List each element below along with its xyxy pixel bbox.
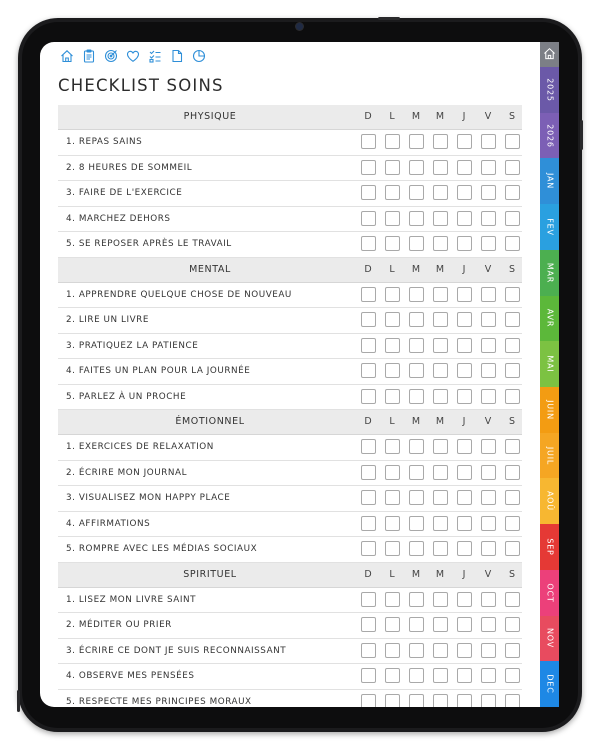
day-checkbox[interactable] bbox=[385, 134, 400, 149]
day-checkbox[interactable] bbox=[457, 185, 472, 200]
day-label: L bbox=[389, 568, 395, 580]
day-checkbox[interactable] bbox=[409, 694, 424, 708]
day-checkbox[interactable] bbox=[481, 134, 496, 149]
side-tab-label: MAR bbox=[545, 262, 554, 283]
day-label: D bbox=[364, 263, 372, 275]
side-tab-label: AVR bbox=[545, 309, 554, 328]
day-checkbox[interactable] bbox=[505, 287, 520, 302]
side-tab[interactable] bbox=[540, 478, 559, 524]
item-label: 2. 8 HEURES DE SOMMEIL bbox=[66, 162, 193, 173]
day-checkbox[interactable] bbox=[457, 541, 472, 556]
day-checkbox[interactable] bbox=[433, 389, 448, 404]
day-checkbox[interactable] bbox=[457, 236, 472, 251]
day-checkbox[interactable] bbox=[505, 160, 520, 175]
day-checkbox[interactable] bbox=[457, 312, 472, 327]
day-checkbox[interactable] bbox=[385, 185, 400, 200]
day-checkbox[interactable] bbox=[385, 617, 400, 632]
day-checkbox[interactable] bbox=[457, 516, 472, 531]
list-item bbox=[58, 232, 522, 258]
day-checkbox[interactable] bbox=[505, 490, 520, 505]
list-item bbox=[58, 283, 522, 309]
day-checkbox[interactable] bbox=[409, 211, 424, 226]
day-checkbox[interactable] bbox=[481, 439, 496, 454]
list-item bbox=[58, 385, 522, 411]
day-checkbox[interactable] bbox=[361, 465, 376, 480]
day-label: M bbox=[435, 111, 445, 122]
side-tab-label: AOÛ bbox=[545, 491, 554, 512]
day-checkbox[interactable] bbox=[361, 389, 376, 404]
day-checkbox[interactable] bbox=[505, 338, 520, 353]
day-checkbox[interactable] bbox=[385, 694, 400, 708]
clipboard-icon[interactable] bbox=[82, 49, 96, 63]
list-item bbox=[58, 613, 522, 639]
document-icon[interactable] bbox=[170, 49, 184, 63]
side-tab[interactable] bbox=[540, 433, 559, 479]
side-tab[interactable] bbox=[540, 296, 559, 342]
day-checkbox[interactable] bbox=[409, 490, 424, 505]
day-checkbox[interactable] bbox=[433, 185, 448, 200]
day-checkbox[interactable] bbox=[433, 211, 448, 226]
side-tab-label: OCT bbox=[545, 583, 554, 603]
day-checkbox[interactable] bbox=[481, 185, 496, 200]
item-label: 4. FAITES UN PLAN POUR LA JOURNÉE bbox=[66, 366, 251, 376]
volume-button bbox=[378, 17, 400, 20]
day-checkbox[interactable] bbox=[409, 516, 424, 531]
section-title: MENTAL bbox=[189, 263, 231, 275]
day-checkbox[interactable] bbox=[457, 643, 472, 658]
side-tab-label: SEP bbox=[545, 538, 554, 556]
day-checkbox[interactable] bbox=[505, 668, 520, 683]
list-item bbox=[58, 512, 522, 538]
day-checkbox[interactable] bbox=[433, 643, 448, 658]
day-label: V bbox=[484, 568, 492, 580]
day-checkbox[interactable] bbox=[481, 694, 496, 708]
day-checkbox[interactable] bbox=[505, 592, 520, 607]
list-item bbox=[58, 639, 522, 665]
day-label: S bbox=[508, 568, 516, 580]
day-label: M bbox=[411, 263, 421, 275]
day-checkbox[interactable] bbox=[409, 338, 424, 353]
day-checkbox[interactable] bbox=[505, 465, 520, 480]
day-checkbox[interactable] bbox=[361, 617, 376, 632]
day-label: J bbox=[462, 111, 466, 122]
day-checkbox[interactable] bbox=[481, 338, 496, 353]
side-tab-label: DEC bbox=[545, 674, 554, 694]
item-label: 1. REPAS SAINS bbox=[66, 137, 143, 147]
day-label: D bbox=[364, 568, 372, 580]
day-checkbox[interactable] bbox=[505, 389, 520, 404]
day-checkbox[interactable] bbox=[409, 160, 424, 175]
day-checkbox[interactable] bbox=[481, 465, 496, 480]
day-checkbox[interactable] bbox=[409, 185, 424, 200]
day-label: M bbox=[411, 568, 421, 580]
section-header bbox=[58, 563, 522, 588]
day-checkbox[interactable] bbox=[457, 389, 472, 404]
day-checkbox[interactable] bbox=[361, 134, 376, 149]
side-tab-label: NOV bbox=[545, 628, 554, 649]
day-checkbox[interactable] bbox=[433, 541, 448, 556]
day-checkbox[interactable] bbox=[433, 439, 448, 454]
day-label: L bbox=[389, 416, 395, 427]
day-checkbox[interactable] bbox=[409, 541, 424, 556]
day-checkbox[interactable] bbox=[361, 592, 376, 607]
list-item bbox=[58, 181, 522, 207]
day-label: M bbox=[435, 416, 445, 427]
day-checkbox[interactable] bbox=[457, 668, 472, 683]
day-checkbox[interactable] bbox=[409, 668, 424, 683]
day-checkbox[interactable] bbox=[385, 516, 400, 531]
list-item bbox=[58, 461, 522, 487]
day-checkbox[interactable] bbox=[457, 490, 472, 505]
side-tab-label: JUIN bbox=[545, 399, 554, 420]
day-label: M bbox=[435, 263, 445, 275]
section-title: PHYSIQUE bbox=[183, 111, 237, 122]
day-checkbox[interactable] bbox=[385, 668, 400, 683]
side-tab[interactable] bbox=[540, 661, 559, 707]
item-label: 4. AFFIRMATIONS bbox=[66, 518, 151, 529]
day-label: L bbox=[389, 263, 395, 275]
heart-icon[interactable] bbox=[126, 49, 140, 63]
day-checkbox[interactable] bbox=[481, 287, 496, 302]
side-tab-label: JUIL bbox=[545, 446, 554, 465]
list-item bbox=[58, 690, 522, 708]
day-checkbox[interactable] bbox=[457, 465, 472, 480]
day-checkbox[interactable] bbox=[385, 287, 400, 302]
day-checkbox[interactable] bbox=[409, 389, 424, 404]
day-checkbox[interactable] bbox=[385, 643, 400, 658]
item-label: 3. FAIRE DE L'EXERCICE bbox=[66, 188, 183, 198]
day-checkbox[interactable] bbox=[505, 312, 520, 327]
day-checkbox[interactable] bbox=[481, 312, 496, 327]
section-header bbox=[58, 410, 522, 435]
day-checkbox[interactable] bbox=[409, 134, 424, 149]
day-checkbox[interactable] bbox=[361, 643, 376, 658]
power-button bbox=[580, 120, 583, 150]
day-checkbox[interactable] bbox=[385, 312, 400, 327]
side-tab-label: FEV bbox=[545, 218, 554, 236]
item-label: 5. RESPECTE MES PRINCIPES MORAUX bbox=[66, 696, 252, 707]
side-tab[interactable] bbox=[540, 341, 559, 387]
side-tab-label: MAI bbox=[545, 355, 554, 373]
day-checkbox[interactable] bbox=[481, 592, 496, 607]
day-checkbox[interactable] bbox=[385, 211, 400, 226]
day-label: J bbox=[462, 568, 466, 580]
day-checkbox[interactable] bbox=[385, 490, 400, 505]
day-checkbox[interactable] bbox=[385, 389, 400, 404]
list-item bbox=[58, 334, 522, 360]
day-checkbox[interactable] bbox=[505, 617, 520, 632]
day-checkbox[interactable] bbox=[457, 694, 472, 708]
day-checkbox[interactable] bbox=[361, 312, 376, 327]
item-label: 1. LISEZ MON LIVRE SAINT bbox=[66, 594, 197, 605]
side-tab[interactable] bbox=[540, 387, 559, 433]
day-label: D bbox=[364, 111, 372, 122]
item-label: 5. ROMPRE AVEC LES MÉDIAS SOCIAUX bbox=[66, 544, 258, 554]
side-tab[interactable] bbox=[540, 524, 559, 570]
day-checkbox[interactable] bbox=[385, 160, 400, 175]
day-checkbox[interactable] bbox=[433, 592, 448, 607]
day-checkbox[interactable] bbox=[385, 363, 400, 378]
side-tab-label: 2025 bbox=[545, 78, 554, 102]
day-checkbox[interactable] bbox=[385, 592, 400, 607]
day-label: J bbox=[462, 416, 466, 427]
day-checkbox[interactable] bbox=[433, 694, 448, 708]
day-checkbox[interactable] bbox=[433, 516, 448, 531]
section-title: ÉMOTIONNEL bbox=[175, 416, 245, 427]
day-checkbox[interactable] bbox=[481, 668, 496, 683]
item-label: 2. LIRE UN LIVRE bbox=[66, 315, 149, 325]
day-checkbox[interactable] bbox=[481, 617, 496, 632]
day-checkbox[interactable] bbox=[457, 160, 472, 175]
toolbar bbox=[60, 46, 206, 66]
day-checkbox[interactable] bbox=[409, 465, 424, 480]
section-header bbox=[58, 105, 522, 130]
day-checkbox[interactable] bbox=[457, 134, 472, 149]
side-tab[interactable] bbox=[540, 250, 559, 296]
list-item bbox=[58, 435, 522, 461]
day-checkbox[interactable] bbox=[505, 134, 520, 149]
day-checkbox[interactable] bbox=[361, 439, 376, 454]
day-checkbox[interactable] bbox=[433, 312, 448, 327]
day-checkbox[interactable] bbox=[361, 541, 376, 556]
day-checkbox[interactable] bbox=[505, 211, 520, 226]
day-checkbox[interactable] bbox=[385, 439, 400, 454]
day-checkbox[interactable] bbox=[409, 236, 424, 251]
day-checkbox[interactable] bbox=[361, 516, 376, 531]
day-checkbox[interactable] bbox=[409, 617, 424, 632]
day-checkbox[interactable] bbox=[457, 211, 472, 226]
day-checkbox[interactable] bbox=[457, 439, 472, 454]
item-label: 4. MARCHEZ DEHORS bbox=[66, 213, 171, 224]
list-item bbox=[58, 207, 522, 233]
checklist bbox=[58, 105, 522, 707]
day-checkbox[interactable] bbox=[505, 363, 520, 378]
side-tab[interactable] bbox=[540, 113, 559, 159]
day-checkbox[interactable] bbox=[481, 236, 496, 251]
day-checkbox[interactable] bbox=[361, 287, 376, 302]
day-checkbox[interactable] bbox=[433, 668, 448, 683]
side-tab[interactable] bbox=[540, 158, 559, 204]
day-checkbox[interactable] bbox=[505, 643, 520, 658]
item-label: 2. MÉDITER OU PRIER bbox=[66, 620, 172, 630]
list-item bbox=[58, 664, 522, 690]
day-label: S bbox=[508, 263, 516, 275]
day-checkbox[interactable] bbox=[481, 643, 496, 658]
day-checkbox[interactable] bbox=[505, 694, 520, 708]
item-label: 1. APPRENDRE QUELQUE CHOSE DE NOUVEAU bbox=[66, 289, 292, 300]
list-item bbox=[58, 588, 522, 614]
day-label: D bbox=[364, 416, 372, 427]
side-button bbox=[17, 690, 20, 712]
day-checkbox[interactable] bbox=[457, 617, 472, 632]
day-checkbox[interactable] bbox=[457, 338, 472, 353]
day-checkbox[interactable] bbox=[433, 617, 448, 632]
section-header bbox=[58, 258, 522, 283]
list-item bbox=[58, 308, 522, 334]
day-checkbox[interactable] bbox=[433, 160, 448, 175]
day-label: S bbox=[508, 416, 516, 427]
list-item bbox=[58, 156, 522, 182]
day-checkbox[interactable] bbox=[481, 490, 496, 505]
target-icon[interactable] bbox=[104, 49, 118, 63]
item-label: 5. PARLEZ À UN PROCHE bbox=[66, 391, 187, 402]
day-checkbox[interactable] bbox=[409, 439, 424, 454]
side-tab-label: JAN bbox=[545, 173, 554, 190]
day-label: V bbox=[484, 111, 492, 122]
day-label: S bbox=[508, 111, 516, 122]
day-checkbox[interactable] bbox=[505, 516, 520, 531]
day-checkbox[interactable] bbox=[361, 338, 376, 353]
list-item bbox=[58, 486, 522, 512]
side-tab[interactable] bbox=[540, 570, 559, 616]
day-label: M bbox=[411, 111, 421, 122]
day-checkbox[interactable] bbox=[433, 134, 448, 149]
day-label: V bbox=[484, 263, 492, 275]
item-label: 5. SE REPOSER APRÈS LE TRAVAIL bbox=[66, 239, 232, 249]
day-checkbox[interactable] bbox=[361, 236, 376, 251]
day-checkbox[interactable] bbox=[385, 465, 400, 480]
side-tab[interactable] bbox=[540, 616, 559, 662]
day-checkbox[interactable] bbox=[409, 287, 424, 302]
day-label: M bbox=[411, 416, 421, 427]
item-label: 4. OBSERVE MES PENSÉES bbox=[66, 671, 195, 681]
checklist-icon[interactable] bbox=[148, 49, 162, 63]
day-checkbox[interactable] bbox=[409, 643, 424, 658]
day-checkbox[interactable] bbox=[409, 312, 424, 327]
home-icon bbox=[543, 47, 556, 60]
day-label: V bbox=[484, 416, 492, 427]
pie-icon[interactable] bbox=[192, 49, 206, 63]
day-checkbox[interactable] bbox=[409, 592, 424, 607]
day-checkbox[interactable] bbox=[361, 363, 376, 378]
day-checkbox[interactable] bbox=[385, 236, 400, 251]
list-item bbox=[58, 537, 522, 563]
day-checkbox[interactable] bbox=[505, 439, 520, 454]
day-checkbox[interactable] bbox=[481, 211, 496, 226]
side-tabs bbox=[540, 42, 559, 707]
side-tab[interactable] bbox=[540, 67, 559, 113]
side-tab[interactable] bbox=[540, 204, 559, 250]
day-checkbox[interactable] bbox=[433, 363, 448, 378]
day-checkbox[interactable] bbox=[481, 516, 496, 531]
day-checkbox[interactable] bbox=[361, 211, 376, 226]
item-label: 3. ÉCRIRE CE DONT JE SUIS RECONNAISSANT bbox=[66, 645, 287, 656]
day-checkbox[interactable] bbox=[361, 668, 376, 683]
day-checkbox[interactable] bbox=[385, 338, 400, 353]
list-item bbox=[58, 359, 522, 385]
day-checkbox[interactable] bbox=[505, 185, 520, 200]
item-label: 3. PRATIQUEZ LA PATIENCE bbox=[66, 340, 199, 351]
day-checkbox[interactable] bbox=[457, 592, 472, 607]
day-checkbox[interactable] bbox=[505, 541, 520, 556]
day-label: J bbox=[462, 263, 466, 275]
day-checkbox[interactable] bbox=[481, 160, 496, 175]
day-checkbox[interactable] bbox=[457, 363, 472, 378]
day-checkbox[interactable] bbox=[409, 363, 424, 378]
day-checkbox[interactable] bbox=[361, 694, 376, 708]
day-checkbox[interactable] bbox=[481, 389, 496, 404]
day-checkbox[interactable] bbox=[481, 541, 496, 556]
day-checkbox[interactable] bbox=[433, 236, 448, 251]
day-checkbox[interactable] bbox=[433, 338, 448, 353]
day-label: M bbox=[435, 568, 445, 580]
day-checkbox[interactable] bbox=[433, 490, 448, 505]
camera-icon bbox=[296, 23, 303, 30]
day-checkbox[interactable] bbox=[457, 287, 472, 302]
side-tab-home[interactable] bbox=[540, 42, 559, 67]
section-title: SPIRITUEL bbox=[183, 568, 237, 580]
day-checkbox[interactable] bbox=[385, 541, 400, 556]
day-checkbox[interactable] bbox=[481, 363, 496, 378]
list-item bbox=[58, 130, 522, 156]
day-label: L bbox=[389, 111, 395, 122]
item-label: 2. ÉCRIRE MON JOURNAL bbox=[66, 467, 188, 478]
day-checkbox[interactable] bbox=[361, 490, 376, 505]
day-checkbox[interactable] bbox=[361, 160, 376, 175]
home-icon[interactable] bbox=[60, 49, 74, 63]
screen bbox=[40, 42, 559, 707]
item-label: 1. EXERCICES DE RELAXATION bbox=[66, 442, 214, 452]
day-checkbox[interactable] bbox=[361, 185, 376, 200]
item-label: 3. VISUALISEZ MON HAPPY PLACE bbox=[66, 493, 231, 503]
day-checkbox[interactable] bbox=[433, 287, 448, 302]
day-checkbox[interactable] bbox=[433, 465, 448, 480]
page-title: CHECKLIST SOINS bbox=[58, 76, 224, 95]
side-tab-label: 2026 bbox=[545, 123, 554, 148]
day-checkbox[interactable] bbox=[505, 236, 520, 251]
